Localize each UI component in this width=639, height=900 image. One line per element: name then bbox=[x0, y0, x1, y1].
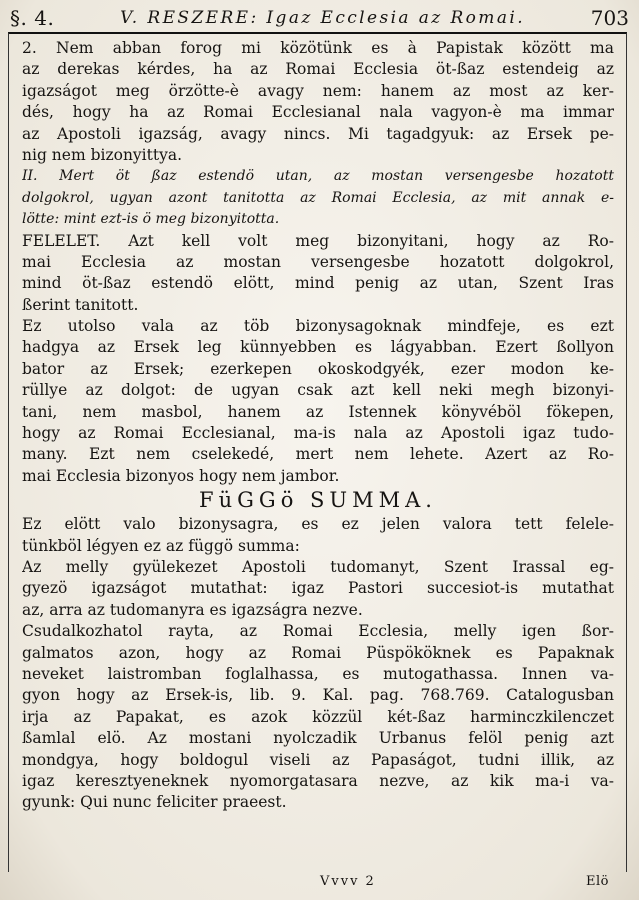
text-line: tani, nem masbol, hanem az Istennek könyvéböl fökepen, bbox=[22, 402, 614, 421]
text-line: Az melly gyülekezet Apostoli tudomanyt, Szent Irassal eg- bbox=[22, 557, 614, 576]
text-line: hogy az Romai Ecclesianal, ma-is nala az Apostoli igaz tudo- bbox=[22, 424, 614, 443]
text-line: Csudalkozhatol rayta, az Romai Ecclesia, melly igen ßor- bbox=[22, 622, 614, 641]
text-line: ßerint tanitott. bbox=[22, 295, 139, 314]
text-line: mind öt-ßaz estendö elött, mind penig az utan, Szent Iras bbox=[22, 274, 614, 293]
text-line: mai Ecclesia bizonyos hogy nem jambor. bbox=[22, 466, 340, 485]
text-line: gyon hogy az Ersek-is, lib. 9. Kal. pag. 768.769. Catalogusban bbox=[22, 686, 614, 705]
text-line: bator az Ersek; ezerkepen okoskodgyék, ezer modon ke- bbox=[22, 359, 614, 378]
running-head bbox=[10, 4, 629, 32]
text-line: II. Mert öt ßaz estendö utan, az mostan versengesbe hozatott bbox=[22, 168, 614, 185]
catchword: Elö bbox=[586, 874, 609, 889]
text-line: igaz keresztyeneknek nyomorgatasara nezve, az kik ma-i va- bbox=[22, 771, 614, 790]
page-footer bbox=[20, 874, 619, 894]
text-line: gyezö igazságot mutathat: igaz Pastori succesiot-is mutathat bbox=[22, 579, 614, 598]
body-part-one bbox=[22, 38, 614, 487]
body-text bbox=[22, 38, 614, 814]
text-line: igazságot meg örzötte-è avagy nem: hanem az most az ker- bbox=[22, 81, 614, 100]
text-line: az, arra az tudomanyra es igazságra nezve. bbox=[22, 600, 363, 619]
text-line: nig nem bizonyittya. bbox=[22, 145, 183, 164]
text-line: mondgya, hogy boldogul viseli az Papaságot, tudni illik, az bbox=[22, 750, 614, 769]
signature-mark: Vvvv 2 bbox=[320, 874, 376, 889]
text-line: az derekas kérdes, ha az Romai Ecclesia öt-ßaz estendeig az bbox=[22, 60, 614, 79]
body-part-two bbox=[22, 514, 614, 813]
text-line: gyunk: Qui nunc feliciter praeest. bbox=[22, 793, 287, 812]
page-number: 703 bbox=[590, 6, 629, 30]
text-line: Ez elött valo bizonysagra, es ez jelen valora tett felele- bbox=[22, 515, 614, 534]
text-line: ßamlal elö. Az mostani nyolczadik Urbanus felöl penig azt bbox=[22, 729, 614, 748]
text-line: Ez utolso vala az töb bizonysagoknak mindfeje, es ezt bbox=[22, 317, 614, 336]
text-line: hadgya az Ersek leg künnyebben es lágyabban. Ezert ßollyon bbox=[22, 338, 614, 357]
text-line: 2. Nem abban forog mi közötünk es à Papistak között ma bbox=[22, 39, 614, 57]
text-line: rüllye az dolgot: de ugyan csak azt kell neki megh bizonyi- bbox=[22, 381, 614, 400]
section-heading: FüGGö SUMMA. bbox=[199, 488, 437, 513]
text-line: lötte: mint ezt-is ö meg bizonyitotta. bbox=[22, 211, 280, 228]
text-line: FELELET. Azt kell volt meg bizonyitani, hogy az Ro- bbox=[22, 231, 614, 250]
text-line: neveket laistromban foglalhassa, es mutogathassa. Innen va- bbox=[22, 664, 614, 683]
text-line: many. Ezt nem cselekedé, mert nem lehete. Azert az Ro- bbox=[22, 445, 614, 464]
running-title: V. RESZERE: Igaz Ecclesia az Romai. bbox=[120, 8, 525, 28]
text-line: dés, hogy ha az Romai Ecclesianal nala vagyon-è ma immar bbox=[22, 103, 614, 122]
text-line: tünkböl légyen ez az függö summa: bbox=[22, 536, 300, 555]
section-mark: §. 4. bbox=[10, 6, 55, 30]
text-line: galmatos azon, hogy az Romai Püspököknek es Papaknak bbox=[22, 643, 614, 662]
text-line: mai Ecclesia az mostan versengesbe hozatott dolgokrol, bbox=[22, 252, 614, 271]
text-line: dolgokrol, ugyan azont tanitotta az Romai Ecclesia, az mit annak e- bbox=[22, 189, 614, 206]
text-line: az Apostoli igazság, avagy nincs. Mi tagadgyuk: az Ersek pe- bbox=[22, 124, 614, 143]
text-line: irja az Papakat, es azok közzül két-ßaz harminczkilenczet bbox=[22, 707, 614, 726]
